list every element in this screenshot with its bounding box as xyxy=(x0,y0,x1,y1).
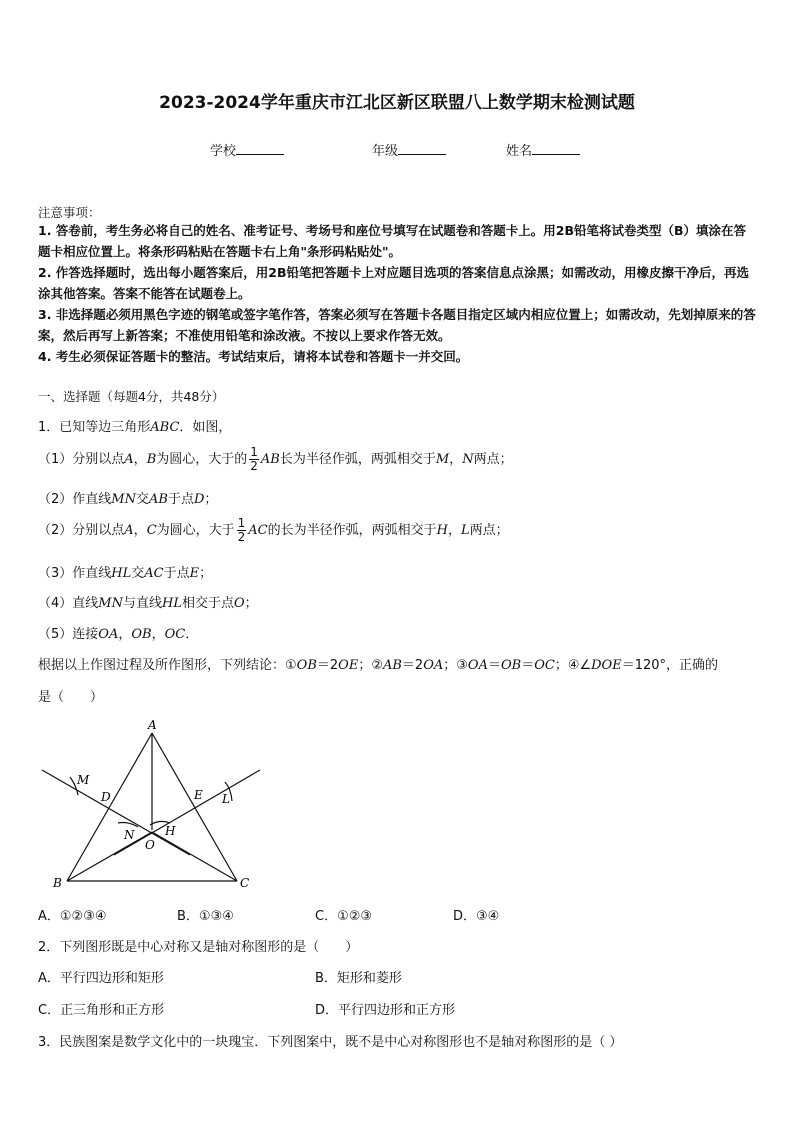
q2-option-c[interactable]: C．正三角形和正方形 xyxy=(38,1003,165,1018)
page-title: 2023-2024学年重庆市江北区新区联盟八上数学期末检测试题 xyxy=(159,93,635,113)
q1-conclusions-end: 是（ ） xyxy=(38,690,104,705)
fraction-one-half: $\frac{1}{2}$ xyxy=(237,516,246,544)
segment-oc xyxy=(152,832,237,881)
label-c: C xyxy=(240,876,250,890)
q1-stem: 1．已知等边三角形ABC．如图， xyxy=(38,420,232,435)
q1-option-d[interactable]: D．③④ xyxy=(453,909,500,924)
grade-blank xyxy=(398,142,446,155)
school-blank xyxy=(236,142,284,155)
label-n: N xyxy=(124,828,135,842)
grade-label: 年级 xyxy=(372,144,399,159)
q3-stem: 3．民族图案是数学文化中的一块瑰宝．下列图案中，既不是中心对称图形也不是轴对称图形的是（ ） xyxy=(38,1035,623,1050)
fraction-one-half: $\frac{1}{2}$ xyxy=(250,445,258,473)
notes-label: 注意事项： xyxy=(38,205,101,220)
q1-step2: （2）作直线MN交AB于点D； xyxy=(38,492,218,507)
name-blank xyxy=(532,142,580,155)
line-mn xyxy=(42,770,190,855)
grade-field xyxy=(372,140,446,159)
school-label: 学校 xyxy=(210,144,237,159)
q1-option-b[interactable]: B．①③④ xyxy=(177,909,234,924)
label-a: A xyxy=(148,718,157,732)
q2-option-a[interactable]: A．平行四边形和矩形 xyxy=(38,971,164,986)
note-item: 4. 考生必须保证答题卡的整洁。考试结束后，请将本试卷和答题卡一并交回。 xyxy=(38,349,469,364)
note-item: 2. 作答选择题时，选出每小题答案后，用2B铅笔把答题卡上对应题目选项的答案信息点涂黑；如需改动，用橡皮擦干净后，再选涂其他答案。答案不能答在试题卷上。 xyxy=(38,265,750,301)
q2-option-d[interactable]: D．平行四边形和正方形 xyxy=(315,1003,456,1018)
line-hl xyxy=(114,770,260,855)
q2-option-b[interactable]: B．矩形和菱形 xyxy=(315,971,402,986)
triangle-construction-figure xyxy=(0,715,280,895)
side-ab xyxy=(67,733,152,881)
label-b: B xyxy=(53,876,62,890)
q1-step6: （5）连接OA，OB，OC． xyxy=(38,627,199,642)
section-heading: 一、选择题（每题4分，共48分） xyxy=(38,389,225,404)
q2-stem: 2．下列图形既是中心对称又是轴对称图形的是（ ） xyxy=(38,940,359,955)
label-h: H xyxy=(165,824,176,838)
segment-ob xyxy=(67,832,152,881)
q1-step1: （1）分别以点A，B为圆心，大于的 $\frac{1}{2}$ AB长为半径作弧，两弧相交于M，N两点； xyxy=(38,445,513,473)
label-d: D xyxy=(101,790,111,804)
label-e: E xyxy=(194,788,203,802)
name-label: 姓名 xyxy=(506,144,533,159)
label-l: L xyxy=(222,792,230,806)
q1-step3: （2）分别以点A，C为圆心，大于 $\frac{1}{2}$ AC的长为半径作弧，两弧相交于H，L两点； xyxy=(38,516,509,544)
side-ac xyxy=(152,733,237,881)
q1-conclusions: 根据以上作图过程及所作图形，下列结论：①OB＝2OE；②AB＝2OA；③OA＝OB＝OC；④∠DOE＝120°，正确的 xyxy=(38,658,719,673)
q1-step5: （4）直线MN与直线HL相交于点O； xyxy=(38,596,258,611)
label-o: O xyxy=(145,838,155,852)
note-item: 1. 答卷前，考生务必将自己的姓名、准考证号、考场号和座位号填写在试题卷和答题卡上。用2B铅笔将试卷类型（B）填涂在答题卡相应位置上。将条形码粘贴在答题卡右上角"条形码粘贴处"。 xyxy=(38,223,747,259)
name-field xyxy=(506,140,580,159)
school-field xyxy=(210,140,284,159)
label-m: M xyxy=(77,773,90,787)
note-item: 3. 非选择题必须用黑色字迹的钢笔或签字笔作答，答案必须写在答题卡各题目指定区域内相应位置上；如需改动，先划掉原来的答案，然后再写上新答案；不准使用铅笔和涂改液。不按以上要求作答无效。 xyxy=(38,307,756,343)
q1-option-c[interactable]: C．①②③ xyxy=(315,909,373,924)
q1-step4: （3）作直线HL交AC于点E； xyxy=(38,566,213,581)
q1-option-a[interactable]: A．①②③④ xyxy=(38,909,107,924)
